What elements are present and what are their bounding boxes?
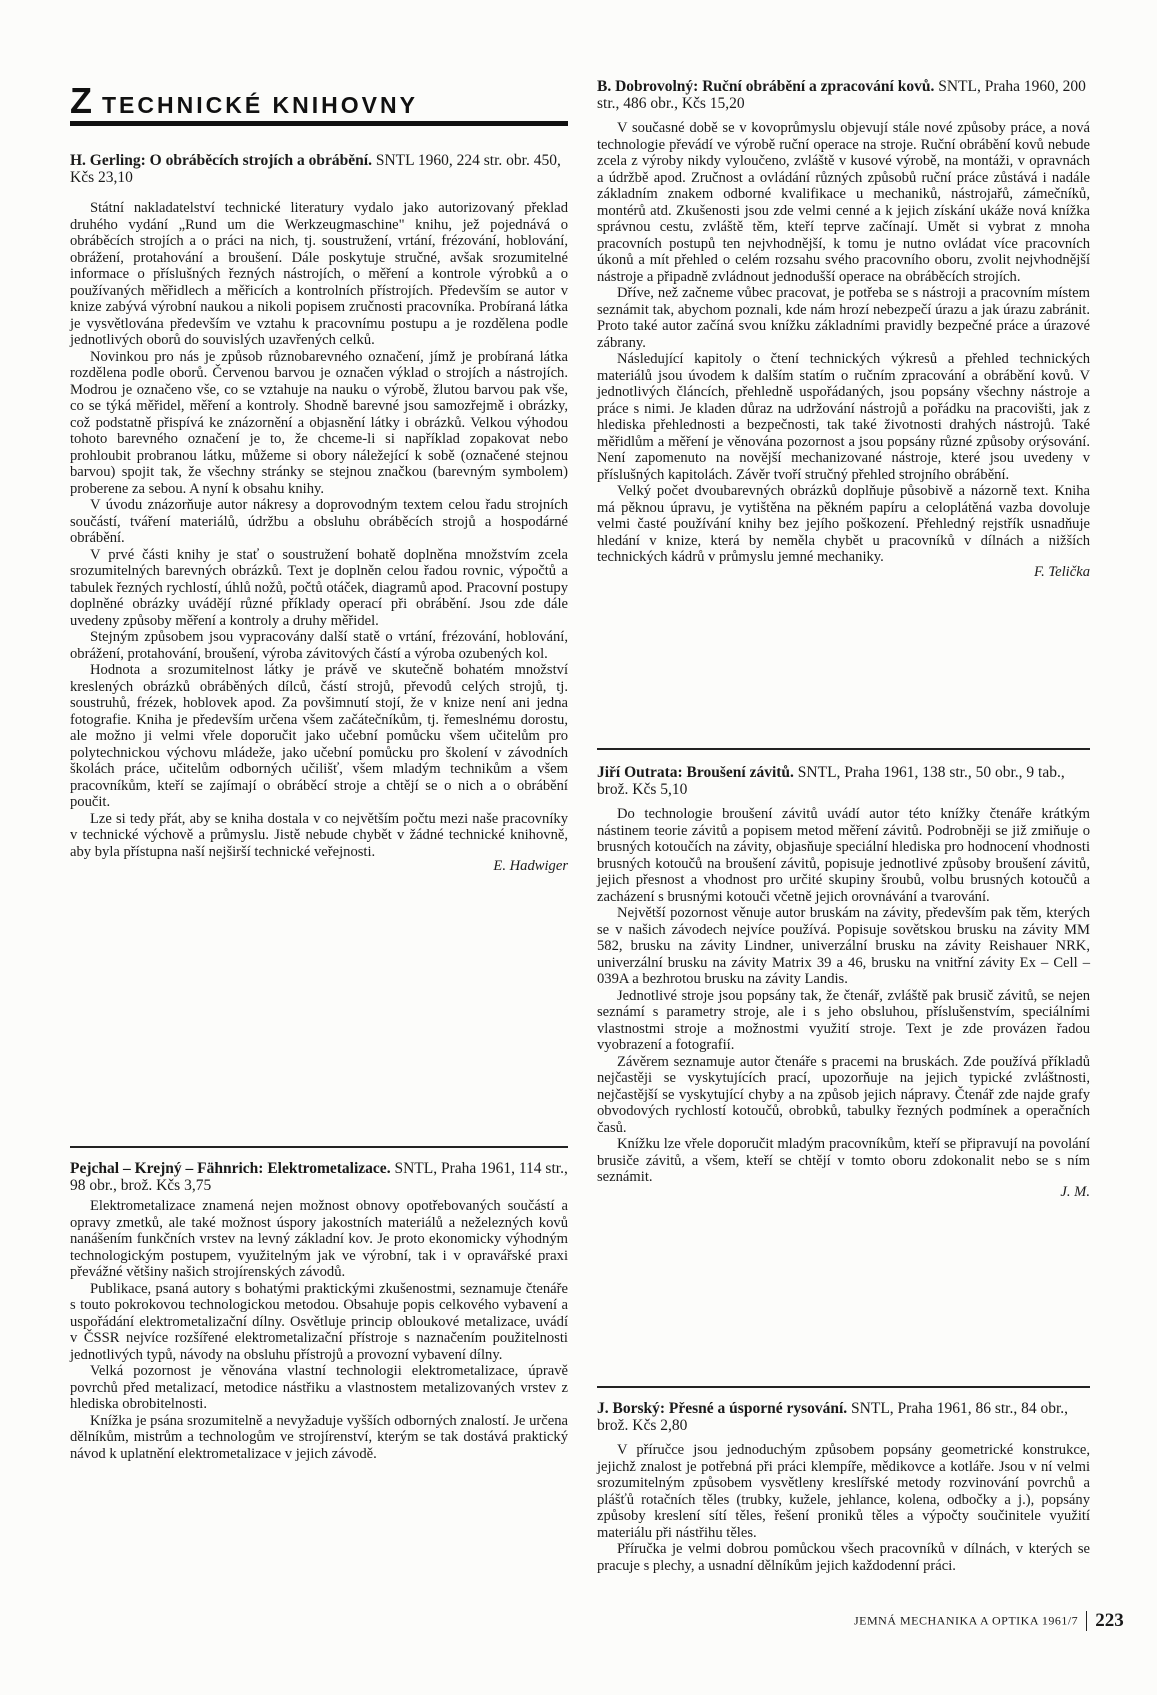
- review-heading: [597, 1400, 1090, 1434]
- footer-divider: [1086, 1611, 1087, 1631]
- review-paragraph: Následující kapitoly o čtení technických výkresů a přehled technických materiálů jsou úvodem k dalším statím o ručním zpracování a obrábění kovů. V jednotlivých článcích, přehledně uspořádaných, jsou popsány všechny nástroje a práce s nimi. Je kladen důraz na udržování nástrojů a pořádku na pracovišti, jak z hlediska přehlednosti a bezpečnosti, tak také životnosti drahých nástrojů. Také měřidlům a měření je věnována pozornost a jsou popsány různé způsoby orýsování. Není zapomenuto na novější mechanizované nástroje, které jsou uvedeny v příslušných kapitolách. Závěr tvoří stručný přehled strojního obrábění.: [597, 351, 1090, 483]
- review-author: H. Gerling:: [70, 152, 146, 169]
- section-title-rule: [70, 121, 568, 126]
- page-footer: [854, 1610, 1124, 1632]
- review-book-meta: SNTL, Praha 1961, 114 str., 98 obr., brož. Kčs 3,75: [70, 1160, 568, 1194]
- page-number: 223: [1095, 1610, 1124, 1631]
- review-book-title: O obráběcích strojích a obrábění.: [149, 152, 372, 169]
- review-signature: J. M.: [1060, 1183, 1090, 1200]
- review-book-title: Broušení závitů.: [686, 764, 794, 781]
- review-separator: [597, 1386, 1090, 1388]
- review-author: J. Borský:: [597, 1400, 666, 1417]
- review-paragraph: V současné době se v kovoprůmyslu objevují stále nové způsoby práce, a nová technologie převádí ve výrobě ruční operace na stroje. Ruční obrábění kovů nebude zcela z výroby nikdy vyloučeno, zvláště v kusové výrobě, na montáži, v opravnách a údržbě apod. Zručnost a ovládání různých způsobů ruční práce zůstává i nadále základním znakem odborné kvalifikace u mechaniků, nástrojařů, zámečníků, montérů atd. Zkušenosti jsou zde velmi cenné a k jejich získání ukáže nová knížka správnou cestu, zvláště těm, kteří teprve začínají. Umět si vybrat z mnoha pracovních postupů ten nejvhodnější, k tomu je nutno ovládat více pracovních úkonů a mít přehled o celém rozsahu svého pracovního oboru, zvolit nejvhodnější nástroje a připadně zvládnout jednodušší operace na obráběcích strojích.: [597, 120, 1090, 285]
- section-title-initial: Z: [70, 80, 92, 121]
- review-pejchal: [70, 1160, 568, 1462]
- review-paragraph: Publikace, psaná autory s bohatými praktickými zkušenostmi, seznamuje čtenáře s touto pokrokovou technologickou metodou. Obsahuje popis celkového vybavení a uspořádání elektrometalizační dílny. Osvětluje princip obloukové metalizace, uvádí v ČSSR nejvíce rozšířené elektrometalizační přístroje s naznačením použitelnosti jednotlivých typů, návody na obsluhu přístrojů a provozní vybavení dílny.: [70, 1280, 568, 1363]
- review-dobrovolny: [597, 78, 1090, 581]
- review-paragraph: Velký počet dvoubarevných obrázků doplňuje působivě a názorně text. Kniha má pěknou úpravu, je vytištěna na pěkném papíru a celoplátěná vazba dovoluje velmi časté používání knihy bez jejího poškození. Přehledný rejstřík usnadňuje hledání v knize, která by neměla chybět u pracovníků v dílnách a nižších technických kádrů v průmyslu jemné mechaniky.: [597, 483, 1090, 565]
- review-book-title: Elektrometalizace.: [267, 1160, 391, 1177]
- review-paragraph: Velká pozornost je věnována vlastní technologii elektrometalizace, úpravě povrchů před metalizací, metodice nástřiku a vlastnostem metalizovaných vrstev z hlediska obrobitelnosti.: [70, 1363, 568, 1412]
- review-paragraph: V prvé části knihy je stať o soustružení bohatě doplněna množstvím zcela srozumitelných barevných obrázků. Text je doplněn celou řadou rovnic, výpočtů a tabulek řezných rychlostí, úhlů nožů, počtů otáček, diagramů apod. Pracovní postupy doplněné obrázky uvádějí různé příklady operací při obrábění. Jsou zde dále uvedeny způsoby měření a kontroly a druhy měřidel.: [70, 546, 568, 629]
- review-paragraph: V úvodu znázorňuje autor nákresy a doprovodným textem celou řadu strojních součástí, tváření materiálů, údržbu a obsluhu obráběcích strojů a hospodárné obrábění.: [70, 497, 568, 546]
- review-paragraph: Jednotlivé stroje jsou popsány tak, že čtenář, zvláště pak brusič závitů, se nejen seznámí s parametry stroje, ale i s jeho obsluhou, příslušenstvím, speciálními vlastnostmi stroje a možnostmi využití stroje. Text je zde provázen řadou vyobrazení a fotografií.: [597, 987, 1090, 1053]
- review-heading: [70, 152, 568, 186]
- review-paragraph: Příručka je velmi dobrou pomůckou všech pracovníků v dílnách, v kterých se pracuje s plechy, a usnadní dělníkům jejich každodenní práci.: [597, 1541, 1090, 1574]
- review-paragraph: Státní nakladatelství technické literatury vydalo jako autorizovaný překlad druhého vydání „Rund um die Werkzeugmaschine" knihu, jež pojednává o obráběcích strojích a o práci na nich, tj. soustružení, vrtání, frézování, hoblování, obrážení, protahování a broušení. Dále poskytuje stručné, avšak srozumitelné informace o příslušných řezných nástrojích, o měření a kontrole výrobků a o používaných měřidlech a měřicích a kontrolních přístrojích. Především se autor v knize zabývá výrobní naukou a nikoli popisem zručnosti pracovníka. Probíraná látka je vysvětlována především ve vztahu k pracovnímu postupu a je rozdělena podle jednotlivých oborů do souvislých uzavřených celků.: [70, 200, 568, 348]
- review-borsky: [597, 1400, 1090, 1574]
- review-author: B. Dobrovolný:: [597, 78, 699, 95]
- review-paragraph: Hodnota a srozumitelnost látky je právě ve skutečně bohatém množství kreslených obrázků obráběných dílců, částí strojů, převodů celých strojů, tj. soustruhů, frézek, hoblovek apod. Za povšimnutí stojí, že v knize není ani jedna fotografie. Kniha je především určena všem začátečníkům, tj. řemeslnému dorostu, ale možno ji velmi vřele doporučit jako učební pomůcku všem učitelům pro polytechnickou výchovu mládeže, jako učební pomůcku pro školení v závodních školách práce, učitelům odborných učilišť, všem mladým technikům a všem pracovníkům, kteří se zajímají o obráběcí stroje a chtějí se o nich a o obrábění poučit.: [70, 662, 568, 810]
- review-paragraph: Stejným způsobem jsou vypracovány další statě o vrtání, frézování, hoblování, obrážení, protahování, broušení, výroba závitových částí a výroba ozubených kol.: [70, 629, 568, 662]
- review-outrata: [597, 764, 1090, 1201]
- review-signature: E. Hadwiger: [493, 858, 568, 874]
- review-book-meta: SNTL, Praha 1960, 200 str., 486 obr., Kčs 15,20: [597, 78, 1086, 112]
- review-gerling: [70, 152, 568, 875]
- review-book-meta: SNTL 1960, 224 str. obr. 450, Kčs 23,10: [70, 152, 561, 186]
- review-paragraph: Závěrem seznamuje autor čtenáře s pracemi na bruskách. Zde používá příkladů nejčastěji se vyskytujících prací, upozorňuje na jejich typické zvláštnosti, nejčastější se vyskytující chyby a na způsob jejich nápravy. Čtenář zde najde grafy obvodových rychlostí kotoučů, obrobků, tabulky řezných podmínek a operačních časů.: [597, 1053, 1090, 1136]
- review-paragraph: Novinkou pro nás je způsob různobarevného označení, jímž je probíraná látka rozdělena podle oborů. Červenou barvou je označen výklad o strojích a nástrojích. Modrou je označeno vše, co se vztahuje na nauku o výrobě, žlutou barvou pak vše, co se týká měřidel, měření a kontroly. Shodně barevné jsou samozřejmě i obrázky, což podstatně přispívá ke znázornění a objasnění látky i obrázků. Velkou výhodou tohoto barevného označení je to, že chceme-li si například zopakovat nebo prohloubit probranou látku, můžeme si obory náležející k sobě (označené stejnou barvou) spojit tak, že všechny stránky se stejnou značkou (barevným symbolem) proberene za sebou. A nyní k obsahu knihy.: [70, 348, 568, 497]
- review-author: Pejchal – Krejný – Fähnrich:: [70, 1160, 264, 1177]
- review-paragraph: V příručce jsou jednoduchým způsobem popsány geometrické konstrukce, jejichž znalost je potřebná při práci klempíře, mědikovce a kotláře. Jsou v ní velmi srozumitelným způsobem vysvětleny kreslířské metody rozvinování povrchů a plášťů rotačních těles (trubky, kužele, jehlance, kolena, odbočky a j.), popsány způsoby kreslení sítí těles, řešení proniků těles a výpočty součinitele využití materiálu při nástřihu těles.: [597, 1442, 1090, 1541]
- review-separator: [70, 1146, 568, 1148]
- section-title: [70, 80, 568, 122]
- review-author: Jiří Outrata:: [597, 764, 683, 781]
- section-title-text: TECHNICKÉ KNIHOVNY: [102, 92, 418, 118]
- review-paragraph: Do technologie broušení závitů uvádí autor této knížky čtenáře krátkým nástinem teorie závitů a popisem metod měření závitů. Podrobněji se již zmiňuje o brusných kotoučích na závity, objasňuje speciální hlediska pro hodnocení vhodnosti brusných kotoučů na broušení závitů, popisuje jednotlivé způsoby broušení závitů, jejich přesnost a vhodnost pro určité skupiny šroubů, volbu brusných kotoučů a zacházení s brusnými kotouči včetně jejich orovnávání a tvarování.: [597, 806, 1090, 905]
- review-paragraph: Knížku lze vřele doporučit mladým pracovníkům, kteří se připravují na povolání brusiče závitů, a všem, kteří se chtějí v tomto oboru zdokonalit nebo se s ním seznámit.: [597, 1136, 1090, 1185]
- review-paragraph: Lze si tedy přát, aby se kniha dostala v co největším počtu mezi naše pracovníky v technické výchově a průmyslu. Jistě nebude chybět v žádné technické knihovně, aby byla přístupna naší nejširší technické veřejnosti.: [70, 810, 568, 860]
- review-separator: [597, 748, 1090, 750]
- review-paragraph: Elektrometalizace znamená nejen možnost obnovy opotřebovaných součástí a opravy zmetků, ale také možnost úspory jakostních materiálů a neželezných kovů nanášením funkčních vrstev na levný základní kov. Je proto ekonomicky výhodným technologickým postupem, využitelným jak ve výrobní, tak i v opravářské praxi převážné většiny našich strojírenských závodů.: [70, 1198, 568, 1280]
- review-heading: [70, 1160, 568, 1194]
- review-paragraph: Knížka je psána srozumitelně a nevyžaduje vyšších odborných znalostí. Je určena dělníkům, mistrům a technologům ve strojírenství, kterým se tak dostává praktický návod k uplatnění elektrometalizace v jejich závodě.: [70, 1412, 568, 1462]
- review-paragraph: Dříve, než začneme vůbec pracovat, je potřeba se s nástroji a pracovním místem seznámit tak, abychom poznali, kde nám hrozí nebezpečí úrazu a jak úrazu zabránit. Proto také autor začíná svou knížku základními pravidly bezpečné práce a úrazové zábrany.: [597, 285, 1090, 351]
- review-book-meta: SNTL, Praha 1961, 86 str., 84 obr., brož. Kčs 2,80: [597, 1400, 1069, 1434]
- journal-name: JEMNÁ MECHANIKA A OPTIKA 1961/7: [854, 1613, 1079, 1628]
- review-book-title: Ruční obrábění a zpracování kovů.: [702, 78, 935, 95]
- review-signature: F. Telička: [1034, 563, 1090, 580]
- review-book-title: Přesné a úsporné rysování.: [668, 1400, 848, 1417]
- review-heading: [597, 764, 1090, 798]
- review-book-meta: SNTL, Praha 1961, 138 str., 50 obr., 9 tab., brož. Kčs 5,10: [597, 764, 1065, 798]
- review-heading: [597, 78, 1090, 112]
- review-paragraph: Největší pozornost věnuje autor bruskám na závity, především pak těm, kterých se v našich závodech nejvíce používá. Popisuje sovětskou brusku na závity MM 582, brusku na závity Lindner, univerzální brusku na závity Reishauer NRK, univerzální brusku na závity Matrix 39 a 46, brusku na vnitřní závity Ex – Cell – 039A a bezhrotou brusku na závity Landis.: [597, 905, 1090, 987]
